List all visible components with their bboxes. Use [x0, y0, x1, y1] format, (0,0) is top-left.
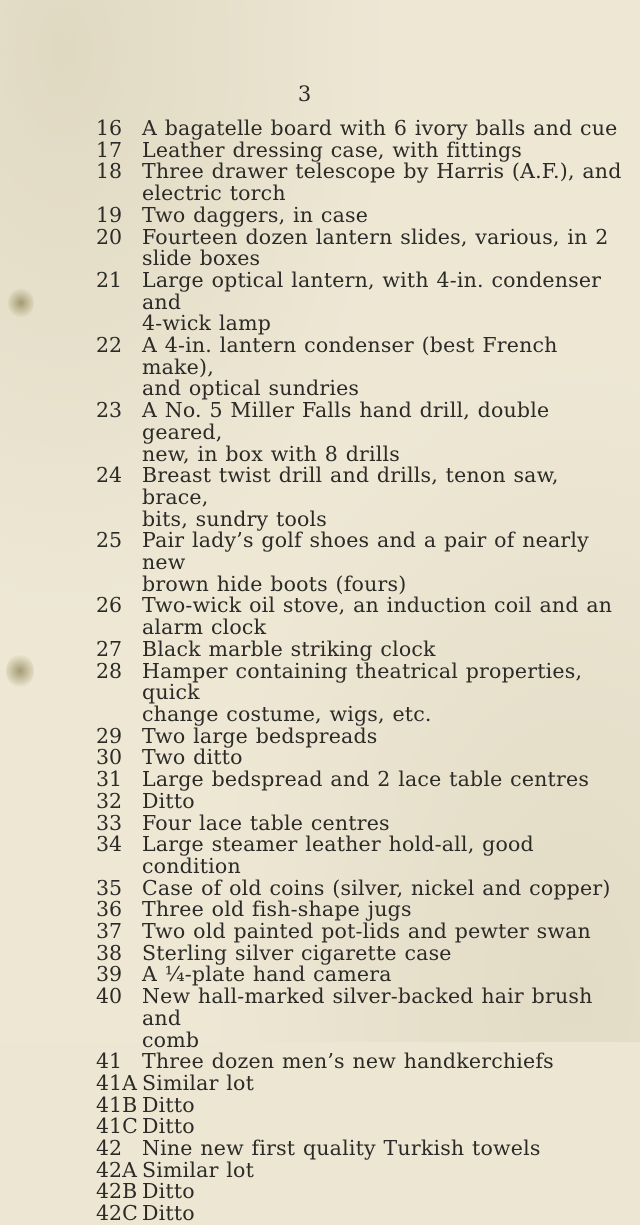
- lot-entry: [96, 940, 626, 965]
- lot-entry: [96, 723, 626, 748]
- lot-description: Two old painted pot-lids and pewter swan: [142, 919, 591, 944]
- lot-description: A No. 5 Miller Falls hand drill, double geared, new, in box with 8 drills: [142, 398, 550, 466]
- paper-stain-top: [8, 288, 34, 318]
- lot-description: Ditto: [142, 1201, 195, 1225]
- lot-list: [96, 118, 626, 1225]
- lot-number: 36: [96, 897, 123, 922]
- lot-description: Sterling silver cigarette case: [142, 940, 452, 965]
- lot-description: Ditto: [142, 1092, 195, 1117]
- lot-description: A bagatelle board with 6 ivory balls and cue: [142, 116, 618, 140]
- lot-number: 40: [96, 984, 123, 1009]
- lot-number: 32: [96, 788, 123, 813]
- lot-number: 21: [96, 267, 123, 292]
- lot-description: Large optical lantern, with 4-in. condenser and 4-wick lamp: [142, 267, 602, 336]
- lot-entry: [96, 658, 626, 726]
- lot-entry: [96, 810, 626, 835]
- lot-number: 41B: [96, 1092, 138, 1117]
- lot-entry: [96, 1116, 626, 1138]
- lot-description: Three drawer telescope by Harris (A.F.), and electric torch: [142, 159, 622, 206]
- lot-description: Leather dressing case, with fittings: [142, 137, 523, 162]
- lot-entry: [96, 834, 626, 877]
- lot-entry: [96, 1070, 626, 1095]
- lot-description: Similar lot: [142, 1070, 255, 1095]
- lot-description: Two large bedspreads: [142, 723, 378, 748]
- lot-description: Four lace table centres: [142, 810, 390, 835]
- lot-description: Similar lot: [142, 1157, 255, 1182]
- lot-number: 42B: [96, 1179, 138, 1204]
- lot-number: 20: [96, 224, 123, 249]
- lot-entry: [96, 137, 626, 162]
- lot-number: 41A: [96, 1070, 137, 1095]
- lot-description: Case of old coins (silver, nickel and copper): [142, 875, 611, 900]
- lot-entry: [96, 224, 626, 271]
- lot-entry: [96, 267, 626, 336]
- lot-description: Ditto: [142, 1179, 195, 1204]
- lot-entry: [96, 118, 626, 140]
- lot-entry: [96, 1051, 626, 1073]
- lot-description: Pair lady’s golf shoes and a pair of nearly new brown hide boots (fours): [142, 528, 589, 596]
- lot-description: Two ditto: [142, 745, 243, 770]
- lot-number: 41: [96, 1049, 123, 1074]
- lot-number: 39: [96, 962, 123, 987]
- lot-entry: [96, 400, 626, 465]
- lot-entry: [96, 1138, 626, 1160]
- lot-number: 41C: [96, 1114, 138, 1139]
- lot-description: A 4-in. lantern condenser (best French make), and optical sundries: [142, 333, 558, 401]
- paper-stain-middle: [6, 654, 34, 688]
- lot-entry: [96, 964, 626, 986]
- lot-entry: [96, 747, 626, 769]
- lot-number: 35: [96, 875, 123, 900]
- lot-entry: [96, 1181, 626, 1203]
- lot-number: 34: [96, 832, 123, 857]
- lot-number: 16: [96, 116, 123, 140]
- lot-number: 37: [96, 919, 123, 944]
- lot-description: Hamper containing theatrical properties, quick change costume, wigs, etc.: [142, 658, 583, 726]
- lot-number: 28: [96, 658, 123, 683]
- lot-entry: [96, 769, 626, 791]
- lot-number: 30: [96, 745, 123, 770]
- lot-number: 27: [96, 636, 123, 661]
- lot-number: 23: [96, 398, 123, 423]
- lot-entry: [96, 1157, 626, 1182]
- lot-number: 42C: [96, 1201, 138, 1225]
- lot-description: Black marble striking clock: [142, 636, 436, 661]
- lot-number: 38: [96, 940, 123, 965]
- lot-entry: [96, 530, 626, 595]
- lot-entry: [96, 636, 626, 661]
- lot-number: 26: [96, 593, 123, 618]
- lot-number: 29: [96, 723, 123, 748]
- lot-entry: [96, 1092, 626, 1117]
- lot-entry: [96, 788, 626, 813]
- lot-entry: [96, 875, 626, 900]
- lot-entry: [96, 202, 626, 227]
- lot-entry: [96, 921, 626, 943]
- lot-description: Three old fish-shape jugs: [142, 897, 412, 922]
- lot-description: Breast twist drill and drills, tenon saw, brace, bits, sundry tools: [142, 463, 559, 531]
- lot-description: Large bedspread and 2 lace table centres: [142, 767, 590, 792]
- lot-number: 42: [96, 1136, 123, 1161]
- lot-number: 22: [96, 333, 123, 358]
- lot-number: 24: [96, 463, 123, 488]
- lot-entry: [96, 465, 626, 530]
- lot-number: 31: [96, 767, 123, 792]
- page-number: 3: [297, 82, 313, 106]
- lot-description: Three dozen men’s new handkerchiefs: [142, 1049, 554, 1074]
- lot-entry: [96, 595, 626, 638]
- lot-description: Fourteen dozen lantern slides, various, in 2 slide boxes: [142, 224, 609, 271]
- lot-entry: [96, 161, 626, 204]
- lot-number: 19: [96, 202, 123, 227]
- lot-number: 17: [96, 137, 123, 162]
- lot-number: 33: [96, 810, 123, 835]
- lot-description: Ditto: [142, 788, 195, 813]
- lot-entry: [96, 986, 626, 1051]
- lot-description: Ditto: [142, 1114, 195, 1139]
- lot-entry: [96, 335, 626, 400]
- lot-description: New hall-marked silver-backed hair brush and comb: [142, 984, 593, 1052]
- lot-entry: [96, 899, 626, 921]
- lot-number: 25: [96, 528, 123, 553]
- lot-description: Two-wick oil stove, an induction coil and an alarm clock: [142, 593, 613, 640]
- lot-description: A ¼-plate hand camera: [142, 962, 392, 987]
- lot-number: 42A: [96, 1157, 137, 1182]
- lot-description: Large steamer leather hold-all, good condition: [142, 832, 534, 878]
- lot-entry: [96, 1203, 626, 1225]
- lot-number: 18: [96, 159, 123, 184]
- lot-description: Two daggers, in case: [142, 202, 369, 227]
- lot-description: Nine new first quality Turkish towels: [142, 1136, 541, 1161]
